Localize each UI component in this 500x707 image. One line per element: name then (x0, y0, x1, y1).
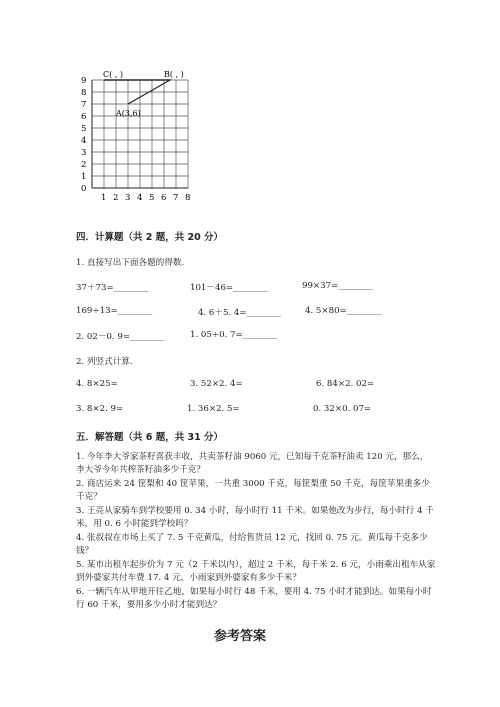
calc-item: 37＋73=________ (76, 283, 149, 293)
vertical-calc-item: 6. 84×2. 02= (316, 379, 375, 389)
y-tick-label: 4 (81, 136, 87, 146)
y-tick-label: 5 (81, 124, 87, 134)
section4-title: 四．计算题（共 2 题，共 20 分） (76, 232, 224, 243)
calc-item: 101－46=________ (190, 283, 268, 293)
word-problem: 3. 王亮从家骑车到学校要用 0. 34 小时，每小时行 11 千米。如果他改为步行，每小时行 4 千米，用 0. 6 小时能到学校吗？ (76, 506, 434, 530)
x-tick-label: 6 (161, 193, 167, 203)
q2-prompt: 2. 列竖式计算. (76, 357, 133, 367)
word-problem: 5. 某市出租车起步价为 7 元（2 千米以内），超过 2 千米，每千米 2. 6 元，小雨乘出租车从家到外婆家共付车费 17. 4 元，小雨家到外婆家有多少千米？ (76, 560, 436, 584)
calc-item: 99×37=________ (302, 281, 373, 291)
y-tick-label: 9 (81, 76, 87, 86)
section5-title: 五．解答题（共 6 题，共 31 分） (76, 432, 224, 443)
y-tick-label: 8 (81, 88, 87, 98)
y-tick-label: 0 (81, 184, 87, 194)
point-a-label: A(3,6) (116, 109, 141, 118)
y-tick-label: 2 (81, 160, 87, 170)
x-tick-label: 1 (101, 193, 107, 203)
vertical-calc-item: 3. 8×2. 9= (76, 404, 124, 414)
vertical-calc-item: 0. 32×0. 07= (313, 404, 372, 414)
word-problem: 1. 今年李大爷家茶籽喜获丰收，共卖茶籽油 9060 元，已知每千克茶籽油卖 120 元，那么，李大爷今年共榨茶籽油多少千克？ (76, 452, 429, 476)
x-tick-label: 4 (137, 193, 143, 203)
q1-prompt: 1. 直接写出下面各题的得数. (76, 258, 185, 268)
y-tick-label: 3 (81, 148, 87, 158)
word-problem: 2. 商店运来 24 筐梨和 40 筐苹果，一共重 3000 千克，每筐梨重 50 千克，每筐苹果重多少千克？ (76, 479, 430, 503)
axis-tick-labels (81, 76, 190, 203)
calc-item: 2. 02－0. 9=________ (76, 332, 165, 342)
word-problem: 6. 一辆汽车从甲地开往乙地，如果每小时行 48 千米，要用 4. 75 小时才能到达。如果每小时行 60 千米，要用多少小时才能到达？ (76, 587, 432, 611)
calc-item: 4. 6＋5. 4=________ (198, 308, 281, 318)
vertical-calc-item: 1. 36×2. 5= (187, 404, 240, 414)
answer-heading: 参考答案 (214, 629, 267, 644)
vertical-calc-item: 3. 52×2. 4= (190, 379, 243, 389)
y-tick-label: 1 (81, 172, 87, 182)
x-tick-label: 2 (113, 193, 119, 203)
point-b-label: B( , ) (164, 70, 184, 79)
y-tick-label: 6 (81, 112, 87, 122)
word-problem: 4. 张叔叔在市场上买了 7. 5 千克黄瓜，付给售货员 12 元，找回 0. 75 元。黄瓜每千克多少钱？ (76, 533, 428, 557)
vertical-calc-item: 4. 8×25= (76, 379, 118, 389)
x-tick-label: 3 (125, 193, 131, 203)
y-tick-label: 7 (81, 100, 87, 110)
x-tick-label: 8 (185, 193, 191, 203)
x-tick-label: 5 (149, 193, 155, 203)
x-tick-label: 7 (173, 193, 179, 203)
calc-item: 4. 5×80=________ (305, 306, 382, 316)
calc-item: 169÷13=________ (76, 306, 153, 316)
grid-lines (92, 80, 188, 188)
calc-item: 1. 05÷0. 7=________ (190, 330, 278, 340)
point-c-label: C( , ) (103, 70, 123, 79)
